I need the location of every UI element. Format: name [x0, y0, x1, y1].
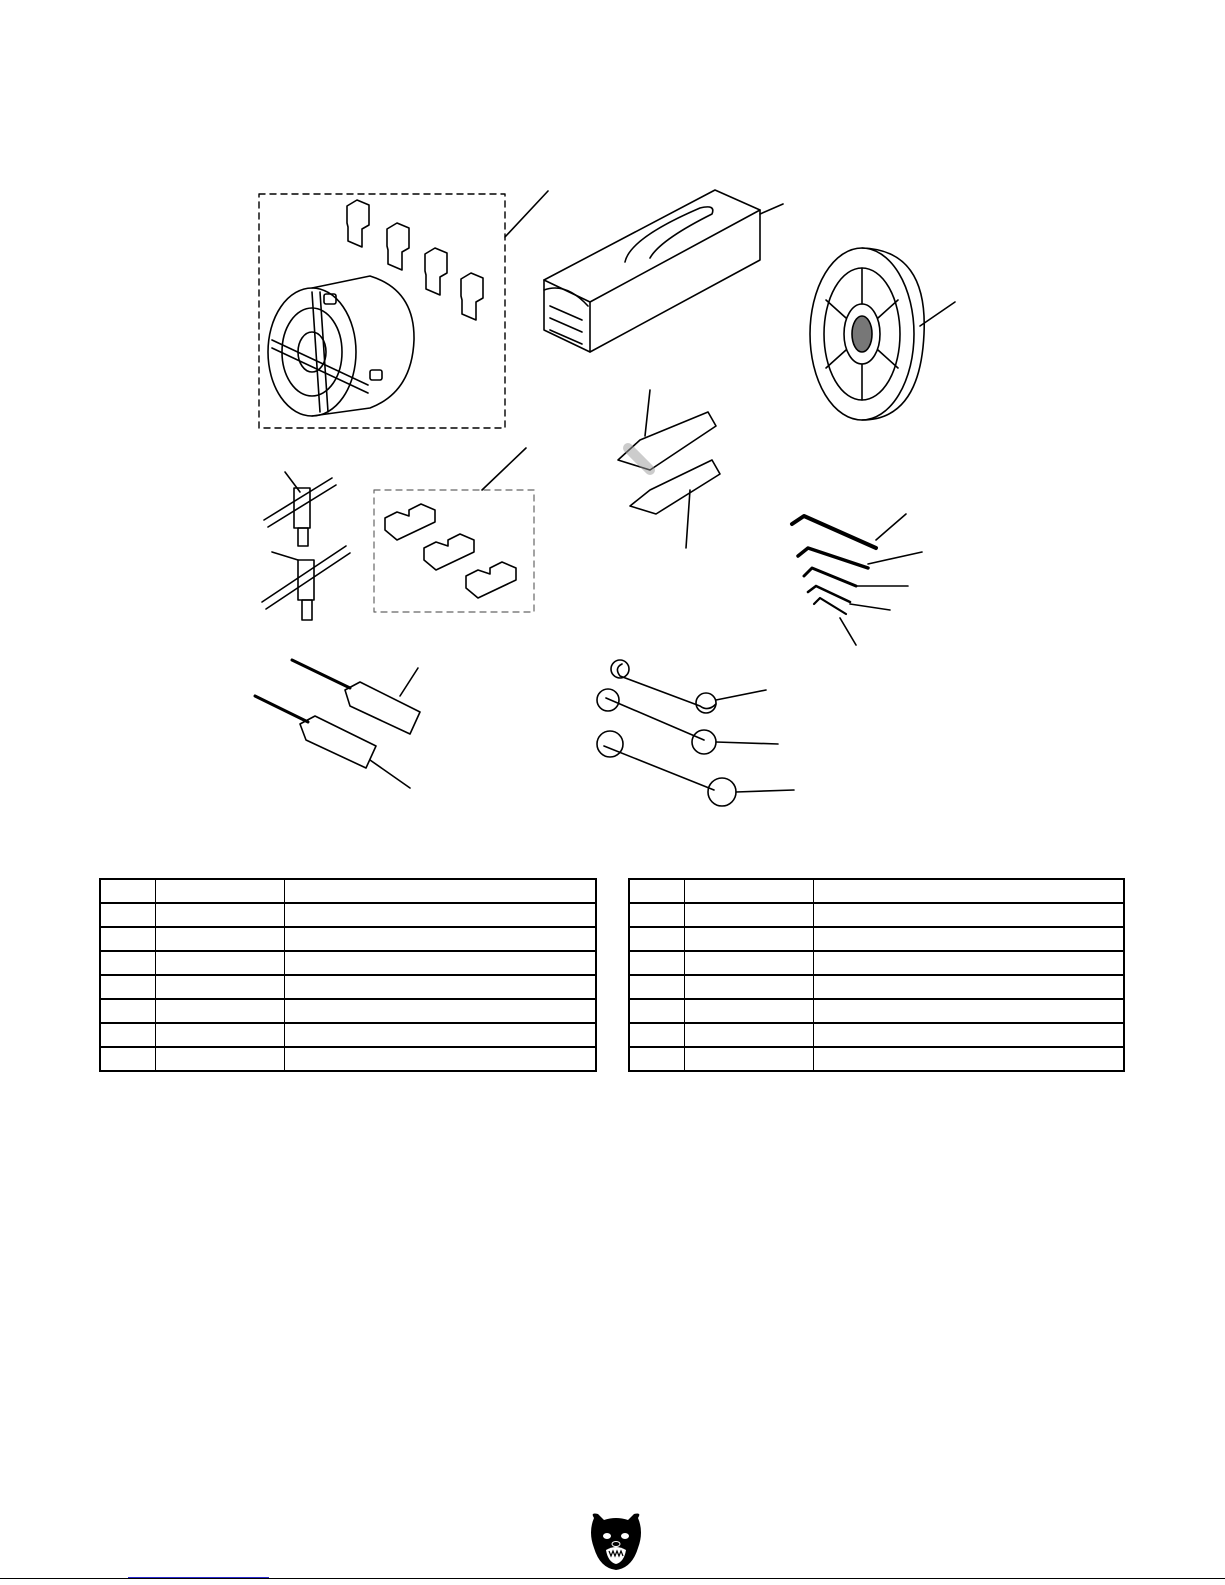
chuck-jaws-icon [347, 200, 483, 320]
table-cell [685, 1023, 814, 1047]
table-cell [813, 1047, 1124, 1071]
table-cell [685, 999, 814, 1023]
faceplate-icon [810, 248, 955, 420]
table-cell [813, 999, 1124, 1023]
table-cell [156, 879, 285, 903]
table-cell [156, 999, 285, 1023]
table-cell [156, 1047, 285, 1071]
table-cell [100, 903, 156, 927]
table-cell [156, 927, 285, 951]
table-cell [685, 927, 814, 951]
table-cell [813, 975, 1124, 999]
table-cell [629, 1023, 685, 1047]
table-row [629, 1023, 1124, 1047]
three-jaw-jaws-group [374, 448, 534, 612]
table-row [100, 975, 596, 999]
table-cell [100, 1047, 156, 1071]
table-cell [285, 999, 596, 1023]
table-cell [285, 1047, 596, 1071]
table-row [100, 999, 596, 1023]
table-row [100, 903, 596, 927]
parts-table-left [99, 878, 597, 1072]
dead-centers-icon [618, 390, 720, 548]
table-row [629, 951, 1124, 975]
table-cell [285, 879, 596, 903]
table-row [629, 1047, 1124, 1071]
table-row [100, 951, 596, 975]
hex-wrenches-icon [792, 514, 922, 645]
table-cell [285, 951, 596, 975]
table-cell [685, 951, 814, 975]
four-jaw-chuck-group [259, 191, 548, 428]
chuck-body-icon [268, 276, 414, 416]
table-cell [100, 1023, 156, 1047]
table-row [629, 903, 1124, 927]
table-cell [156, 903, 285, 927]
table-cell [156, 975, 285, 999]
table-cell [100, 927, 156, 951]
table-row [100, 927, 596, 951]
table-header-row [100, 879, 596, 903]
parts-table-right [628, 878, 1125, 1072]
table-row [629, 927, 1124, 951]
chuck-keys-icon [262, 472, 350, 620]
table-cell [813, 927, 1124, 951]
table-cell [156, 1023, 285, 1047]
table-cell [685, 975, 814, 999]
table-cell [629, 975, 685, 999]
table-cell [685, 903, 814, 927]
footer-rule [0, 1578, 1225, 1579]
table-cell [629, 951, 685, 975]
table-row [629, 999, 1124, 1023]
open-end-wrenches-icon [597, 660, 794, 806]
table-cell [156, 951, 285, 975]
table-cell [285, 927, 596, 951]
table-cell [285, 903, 596, 927]
table-cell [629, 927, 685, 951]
footer-link-underline[interactable] [128, 1577, 269, 1578]
bear-logo-icon [588, 1512, 644, 1572]
table-cell [285, 1023, 596, 1047]
table-cell [100, 951, 156, 975]
table-cell [100, 975, 156, 999]
table-row [100, 1047, 596, 1071]
table-header-row [629, 879, 1124, 903]
table-cell [629, 879, 685, 903]
table-cell [813, 951, 1124, 975]
screwdrivers-icon [255, 660, 420, 788]
table-cell [685, 879, 814, 903]
table-cell [629, 903, 685, 927]
table-cell [813, 879, 1124, 903]
tool-box-icon [544, 190, 783, 352]
table-cell [685, 1047, 814, 1071]
table-row [629, 975, 1124, 999]
table-cell [813, 1023, 1124, 1047]
table-cell [100, 879, 156, 903]
table-cell [100, 999, 156, 1023]
table-cell [629, 1047, 685, 1071]
table-cell [813, 903, 1124, 927]
table-cell [285, 975, 596, 999]
table-row [100, 1023, 596, 1047]
table-cell [629, 999, 685, 1023]
